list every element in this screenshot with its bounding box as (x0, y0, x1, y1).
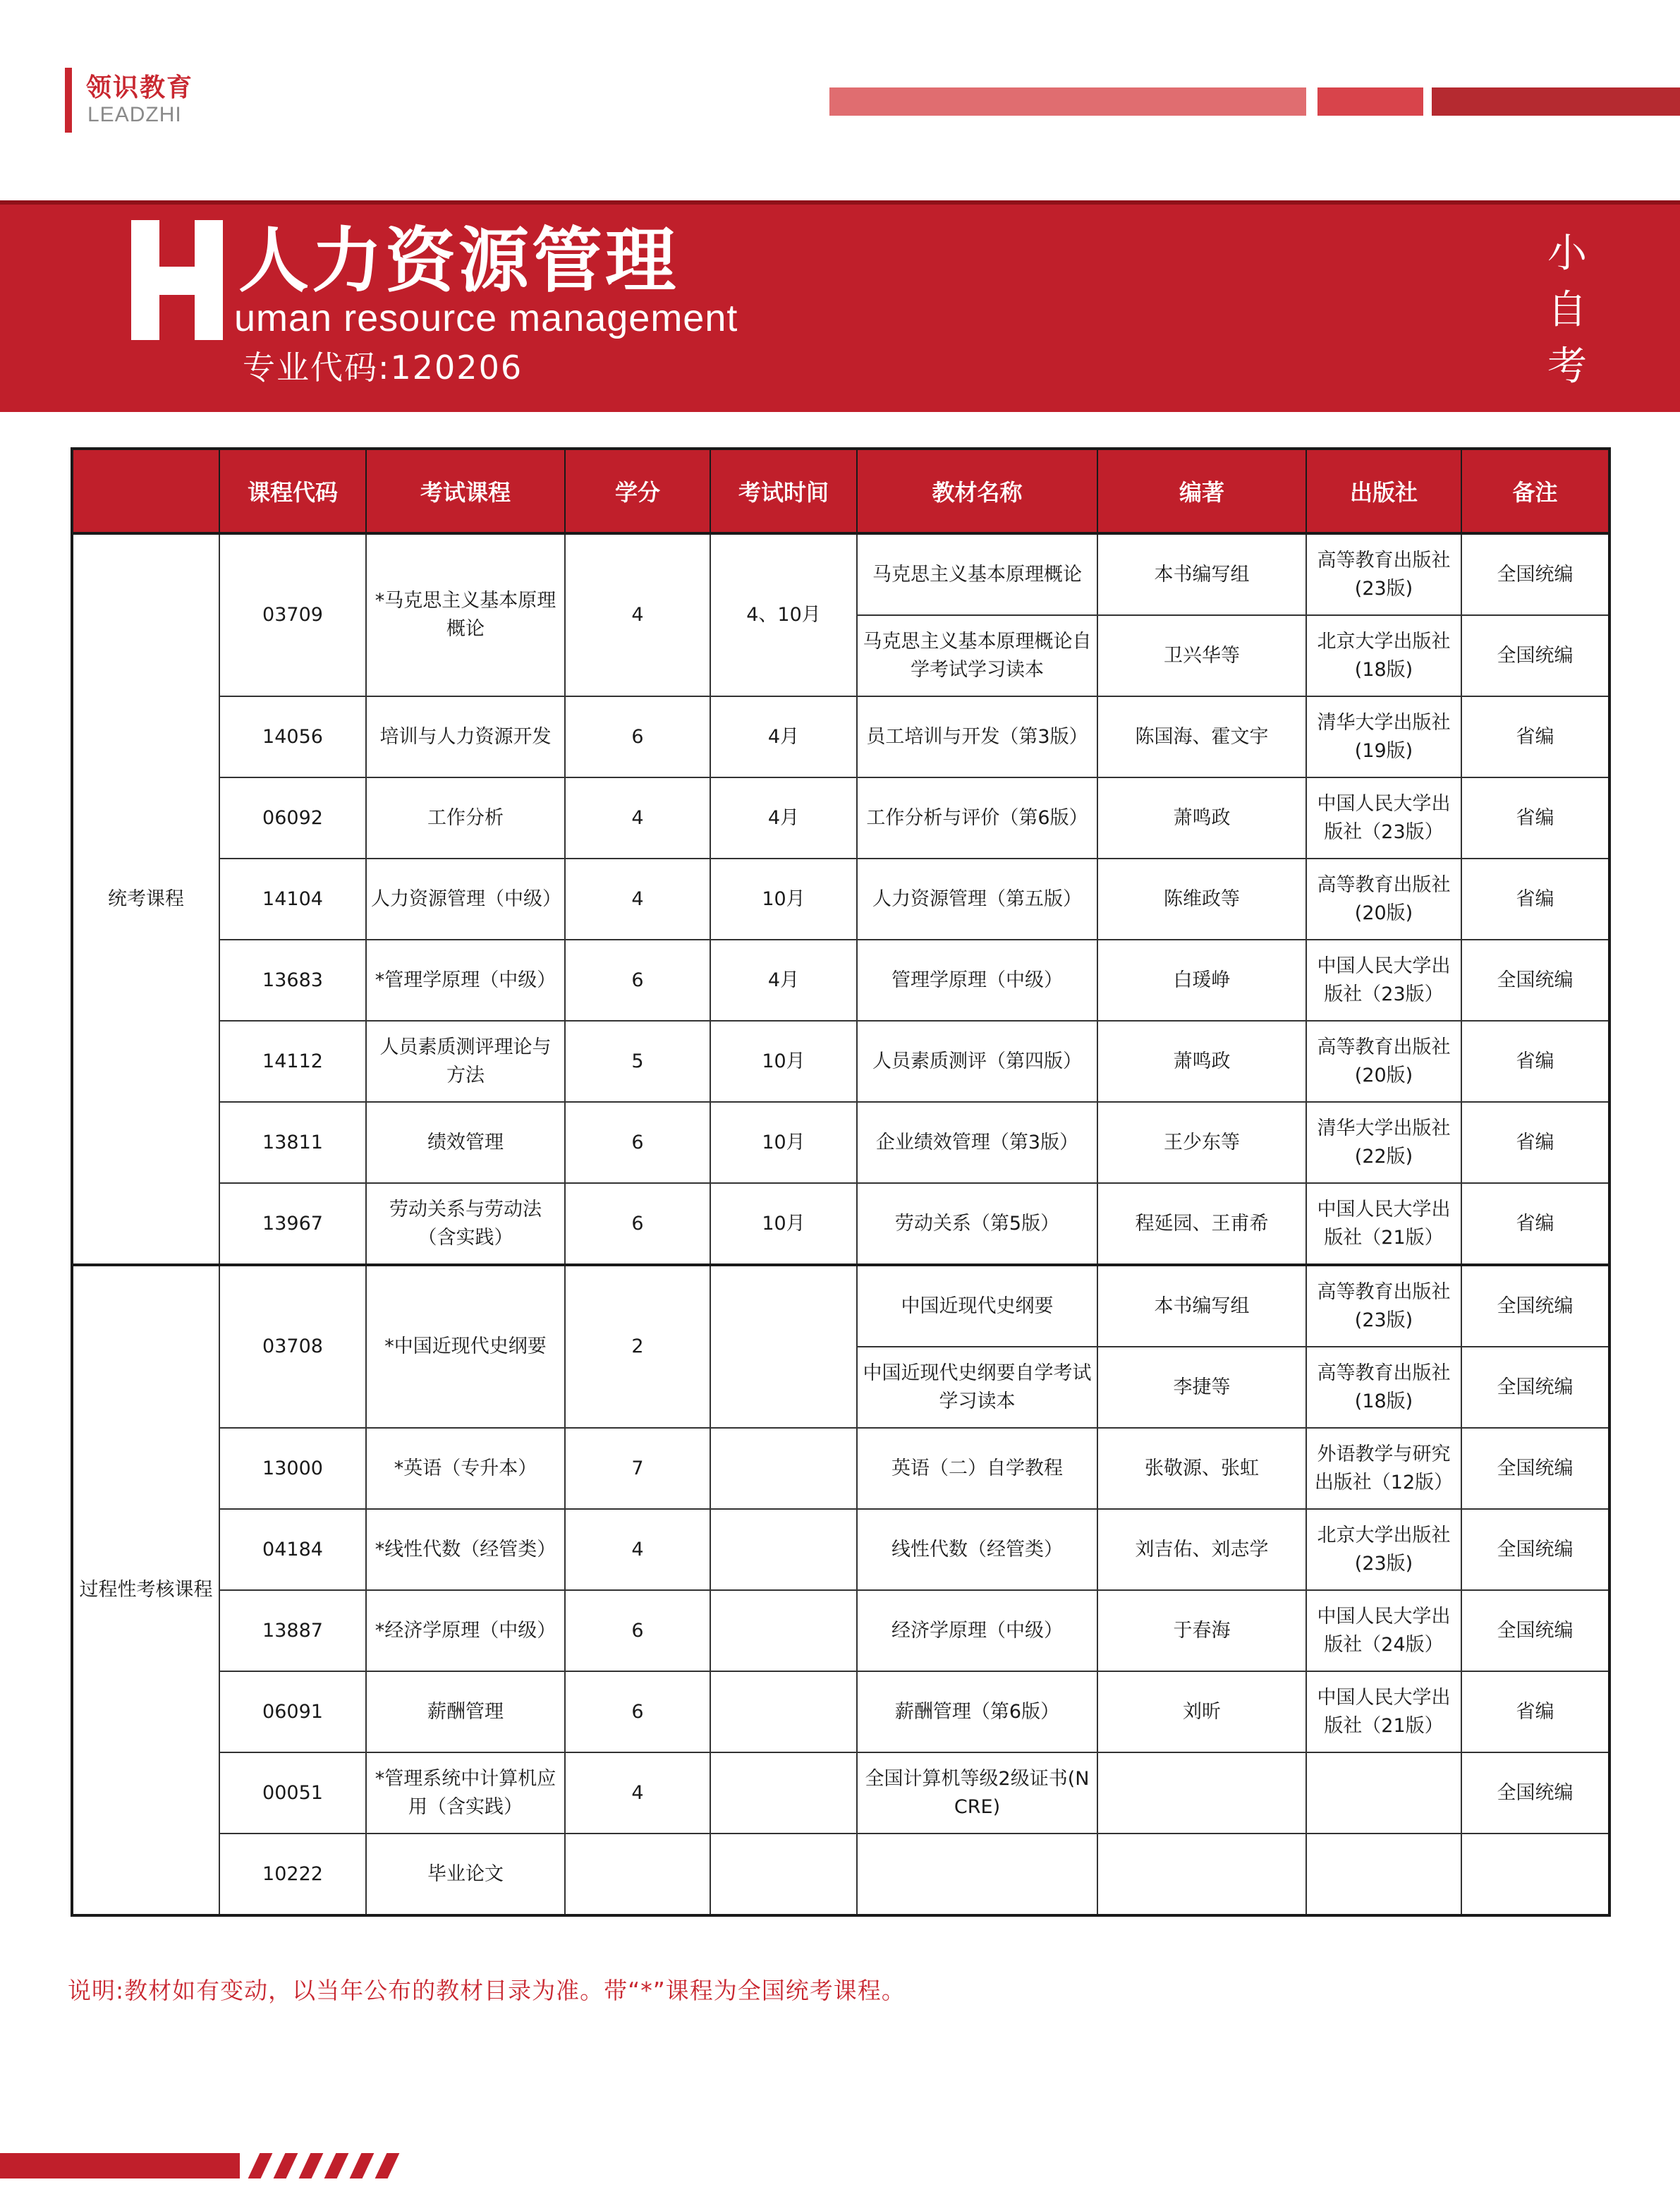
credit-cell: 4 (565, 1752, 710, 1834)
table-row (72, 1428, 1609, 1509)
textbook-name-cell: 管理学原理（中级） (857, 940, 1097, 1021)
remark-cell: 省编 (1461, 1183, 1609, 1265)
footer-bar (0, 2153, 240, 2178)
column-header: 出版社 (1306, 449, 1461, 533)
footnote: 说明:教材如有变动，以当年公布的教材目录为准。带“*”课程为全国统考课程。 (68, 1977, 906, 2004)
exam-time-cell (710, 1671, 857, 1752)
exam-time-cell: 10月 (710, 859, 857, 940)
course-name-cell: 毕业论文 (366, 1834, 565, 1915)
course-code-cell: 13000 (219, 1428, 366, 1509)
author-cell (1097, 1752, 1306, 1834)
table-header-row (72, 449, 1609, 533)
remark-cell: 省编 (1461, 777, 1609, 859)
table-row (72, 1509, 1609, 1590)
exam-time-cell: 10月 (710, 1183, 857, 1265)
course-name-cell: 薪酬管理 (366, 1671, 565, 1752)
course-name-cell: 绩效管理 (366, 1102, 565, 1183)
author-cell: 卫兴华等 (1097, 615, 1306, 696)
publisher-cell: 高等教育出版社(20版) (1306, 1021, 1461, 1102)
credit-cell (565, 1834, 710, 1915)
publisher-cell (1306, 1834, 1461, 1915)
publisher-cell: 北京大学出版社(18版) (1306, 615, 1461, 696)
course-name-cell: *管理学原理（中级） (366, 940, 565, 1021)
course-code-cell: 03709 (219, 533, 366, 696)
publisher-cell: 高等教育出版社(20版) (1306, 859, 1461, 940)
remark-cell: 全国统编 (1461, 615, 1609, 696)
author-cell: 陈维政等 (1097, 859, 1306, 940)
credit-cell: 4 (565, 533, 710, 696)
course-name-cell: 工作分析 (366, 777, 565, 859)
column-header: 考试时间 (710, 449, 857, 533)
remark-cell (1461, 1834, 1609, 1915)
footer-slash (274, 2153, 298, 2178)
author-cell: 萧鸣政 (1097, 1021, 1306, 1102)
exam-time-cell: 4月 (710, 696, 857, 777)
course-name-cell: *英语（专升本） (366, 1428, 565, 1509)
exam-time-cell (710, 1590, 857, 1671)
remark-cell: 省编 (1461, 1102, 1609, 1183)
textbook-name-cell: 马克思主义基本原理概论自学考试学习读本 (857, 615, 1097, 696)
publisher-cell: 清华大学出版社(19版) (1306, 696, 1461, 777)
exam-time-cell (710, 1428, 857, 1509)
category-cell: 过程性考核课程 (72, 1265, 219, 1915)
credit-cell: 6 (565, 1183, 710, 1265)
credit-cell: 2 (565, 1265, 710, 1428)
course-name-cell: *中国近现代史纲要 (366, 1265, 565, 1428)
author-cell: 王少东等 (1097, 1102, 1306, 1183)
course-name-cell: *经济学原理（中级） (366, 1590, 565, 1671)
publisher-cell: 高等教育出版社(23版) (1306, 1265, 1461, 1347)
author-cell: 于春海 (1097, 1590, 1306, 1671)
textbook-name-cell: 英语（二）自学教程 (857, 1428, 1097, 1509)
banner-top-line (0, 200, 1680, 205)
credit-cell: 6 (565, 696, 710, 777)
course-code-cell: 00051 (219, 1752, 366, 1834)
remark-cell: 省编 (1461, 696, 1609, 777)
textbook-name-cell: 员工培训与开发（第3版） (857, 696, 1097, 777)
table-row (72, 777, 1609, 859)
publisher-cell: 中国人民大学出版社（21版） (1306, 1671, 1461, 1752)
course-table (71, 447, 1611, 1917)
column-header: 考试课程 (366, 449, 565, 533)
author-cell: 张敬源、张虹 (1097, 1428, 1306, 1509)
remark-cell: 全国统编 (1461, 533, 1609, 615)
table-row (72, 859, 1609, 940)
remark-cell: 全国统编 (1461, 1428, 1609, 1509)
credit-cell: 5 (565, 1021, 710, 1102)
textbook-name-cell: 中国近现代史纲要自学考试学习读本 (857, 1347, 1097, 1428)
course-code-cell: 13887 (219, 1590, 366, 1671)
big-h-letter-icon (131, 220, 223, 340)
column-header: 备注 (1461, 449, 1609, 533)
publisher-cell: 高等教育出版社(18版) (1306, 1347, 1461, 1428)
remark-cell: 全国统编 (1461, 1265, 1609, 1347)
remark-cell: 全国统编 (1461, 1590, 1609, 1671)
page-title: 人力资源管理 (238, 219, 678, 302)
page-subtitle-en: uman resource management (234, 297, 738, 339)
tag-char: 小 (1547, 231, 1587, 277)
publisher-cell: 高等教育出版社(23版) (1306, 533, 1461, 615)
brand-name-cn: 领识教育 (86, 73, 194, 102)
author-cell: 刘昕 (1097, 1671, 1306, 1752)
exam-time-cell (710, 1265, 857, 1428)
exam-type-tag (1546, 226, 1588, 395)
publisher-cell: 清华大学出版社(22版) (1306, 1102, 1461, 1183)
remark-cell: 全国统编 (1461, 1347, 1609, 1428)
author-cell: 程延园、王甫希 (1097, 1183, 1306, 1265)
header-stripe (1317, 87, 1423, 116)
exam-time-cell (710, 1752, 857, 1834)
table-row (72, 940, 1609, 1021)
textbook-name-cell: 人力资源管理（第五版） (857, 859, 1097, 940)
textbook-name-cell: 劳动关系（第5版） (857, 1183, 1097, 1265)
course-name-cell: 劳动关系与劳动法（含实践） (366, 1183, 565, 1265)
publisher-cell: 中国人民大学出版社（23版） (1306, 777, 1461, 859)
credit-cell: 4 (565, 1509, 710, 1590)
author-cell: 李捷等 (1097, 1347, 1306, 1428)
textbook-name-cell: 经济学原理（中级） (857, 1590, 1097, 1671)
table-row (72, 1183, 1609, 1265)
textbook-name-cell: 企业绩效管理（第3版） (857, 1102, 1097, 1183)
remark-cell: 省编 (1461, 1671, 1609, 1752)
header-stripe (829, 87, 1306, 116)
course-code-cell: 13967 (219, 1183, 366, 1265)
course-code-cell: 14056 (219, 696, 366, 777)
table-row (72, 1021, 1609, 1102)
course-code-cell: 13811 (219, 1102, 366, 1183)
credit-cell: 4 (565, 777, 710, 859)
exam-time-cell: 4月 (710, 777, 857, 859)
footer-slash (375, 2153, 400, 2178)
column-header: 学分 (565, 449, 710, 533)
exam-time-cell: 4月 (710, 940, 857, 1021)
major-code: 专业代码:120206 (243, 349, 523, 387)
author-cell (1097, 1834, 1306, 1915)
course-code-cell: 03708 (219, 1265, 366, 1428)
course-code-cell: 04184 (219, 1509, 366, 1590)
textbook-name-cell: 中国近现代史纲要 (857, 1265, 1097, 1347)
remark-cell: 全国统编 (1461, 940, 1609, 1021)
publisher-cell: 北京大学出版社(23版) (1306, 1509, 1461, 1590)
course-code-cell: 13683 (219, 940, 366, 1021)
column-header: 课程代码 (219, 449, 366, 533)
textbook-name-cell: 马克思主义基本原理概论 (857, 533, 1097, 615)
course-code-cell: 10222 (219, 1834, 366, 1915)
publisher-cell: 中国人民大学出版社（21版） (1306, 1183, 1461, 1265)
course-name-cell: 人员素质测评理论与方法 (366, 1021, 565, 1102)
exam-time-cell (710, 1834, 857, 1915)
publisher-cell: 中国人民大学出版社（24版） (1306, 1590, 1461, 1671)
category-cell: 统考课程 (72, 533, 219, 1265)
textbook-name-cell (857, 1834, 1097, 1915)
column-header: 教材名称 (857, 449, 1097, 533)
remark-cell: 全国统编 (1461, 1752, 1609, 1834)
author-cell: 本书编写组 (1097, 1265, 1306, 1347)
author-cell: 本书编写组 (1097, 533, 1306, 615)
course-code-cell: 06092 (219, 777, 366, 859)
remark-cell: 全国统编 (1461, 1509, 1609, 1590)
exam-time-cell: 4、10月 (710, 533, 857, 696)
course-code-cell: 06091 (219, 1671, 366, 1752)
table-row (72, 1752, 1609, 1834)
publisher-cell: 中国人民大学出版社（23版） (1306, 940, 1461, 1021)
logo-accent-bar (65, 68, 72, 133)
author-cell: 白瑗峥 (1097, 940, 1306, 1021)
textbook-name-cell: 薪酬管理（第6版） (857, 1671, 1097, 1752)
exam-time-cell: 10月 (710, 1021, 857, 1102)
credit-cell: 4 (565, 859, 710, 940)
course-name-cell: 培训与人力资源开发 (366, 696, 565, 777)
tag-char: 考 (1547, 344, 1587, 389)
table-row (72, 533, 1609, 615)
textbook-name-cell: 全国计算机等级2级证书(NCRE) (857, 1752, 1097, 1834)
remark-cell: 省编 (1461, 1021, 1609, 1102)
course-name-cell: *马克思主义基本原理概论 (366, 533, 565, 696)
exam-time-cell: 10月 (710, 1102, 857, 1183)
credit-cell: 6 (565, 1590, 710, 1671)
exam-time-cell (710, 1509, 857, 1590)
course-name-cell: *管理系统中计算机应用（含实践） (366, 1752, 565, 1834)
header-stripe (1432, 87, 1680, 116)
course-code-cell: 14112 (219, 1021, 366, 1102)
footer-slash (350, 2153, 375, 2178)
column-header: 编著 (1097, 449, 1306, 533)
credit-cell: 6 (565, 1102, 710, 1183)
course-code-cell: 14104 (219, 859, 366, 940)
table-row (72, 1834, 1609, 1915)
credit-cell: 7 (565, 1428, 710, 1509)
credit-cell: 6 (565, 1671, 710, 1752)
publisher-cell (1306, 1752, 1461, 1834)
textbook-name-cell: 工作分析与评价（第6版） (857, 777, 1097, 859)
textbook-name-cell: 人员素质测评（第四版） (857, 1021, 1097, 1102)
author-cell: 刘吉佑、刘志学 (1097, 1509, 1306, 1590)
course-name-cell: *线性代数（经管类） (366, 1509, 565, 1590)
table-row (72, 1590, 1609, 1671)
table-row (72, 1265, 1609, 1347)
credit-cell: 6 (565, 940, 710, 1021)
course-name-cell: 人力资源管理（中级） (366, 859, 565, 940)
author-cell: 萧鸣政 (1097, 777, 1306, 859)
table-row (72, 696, 1609, 777)
textbook-name-cell: 线性代数（经管类） (857, 1509, 1097, 1590)
footer-slash (324, 2153, 349, 2178)
course-table-wrapper (71, 447, 1611, 1917)
brand-name-en: LEADZHI (87, 103, 182, 126)
remark-cell: 省编 (1461, 859, 1609, 940)
table-row (72, 1671, 1609, 1752)
column-header (72, 449, 219, 533)
table-row (72, 1102, 1609, 1183)
publisher-cell: 外语教学与研究出版社（12版） (1306, 1428, 1461, 1509)
table-body (72, 533, 1609, 1915)
footer-slash (299, 2153, 324, 2178)
tag-char: 自 (1547, 287, 1587, 333)
author-cell: 陈国海、霍文宇 (1097, 696, 1306, 777)
footer-slash (248, 2153, 273, 2178)
